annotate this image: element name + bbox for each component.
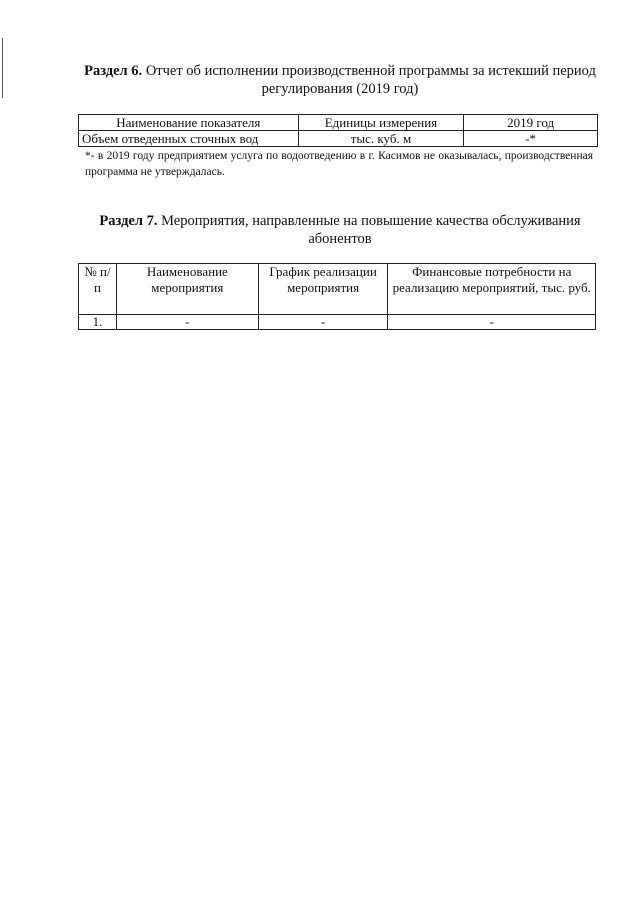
- table-row: [79, 131, 598, 147]
- section-6-table: [78, 114, 598, 147]
- section-6-title: Отчет об исполнении производственной программы за истекший период регулирования (2019 год): [142, 63, 596, 97]
- page-edge-line: [2, 38, 3, 98]
- section-6-heading: [80, 62, 600, 98]
- table-header-row: [79, 264, 596, 315]
- table-cell: 1.: [79, 315, 117, 330]
- section-7-title: Мероприятия, направленные на повышение качества обслуживания абонентов: [157, 213, 581, 247]
- section-7-heading: [80, 212, 600, 248]
- section-7-table: [78, 263, 596, 330]
- section-6-label: Раздел 6.: [84, 63, 143, 79]
- header-cell: Наименование показателя: [79, 115, 299, 131]
- table-cell: -: [388, 315, 596, 330]
- header-cell: График реализации мероприятия: [258, 264, 388, 315]
- table-header-row: [79, 115, 598, 131]
- footnote: *- в 2019 году предприятием услуга по водоотведению в г. Касимов не оказывалась, производственная программа не утверждалась.: [85, 150, 593, 178]
- table-cell: -: [116, 315, 258, 330]
- table-cell: тыс. куб. м: [298, 131, 464, 147]
- header-cell: Единицы измерения: [298, 115, 464, 131]
- table-row: [79, 315, 596, 330]
- header-cell: № п/п: [79, 264, 117, 315]
- table-cell: -: [258, 315, 388, 330]
- table-cell: -*: [464, 131, 598, 147]
- table-cell: Объем отведенных сточных вод: [79, 131, 299, 147]
- section-7-label: Раздел 7.: [99, 213, 158, 229]
- header-cell: Финансовые потребности на реализацию мероприятий, тыс. руб.: [388, 264, 596, 315]
- header-cell: 2019 год: [464, 115, 598, 131]
- header-cell: Наименование мероприятия: [116, 264, 258, 315]
